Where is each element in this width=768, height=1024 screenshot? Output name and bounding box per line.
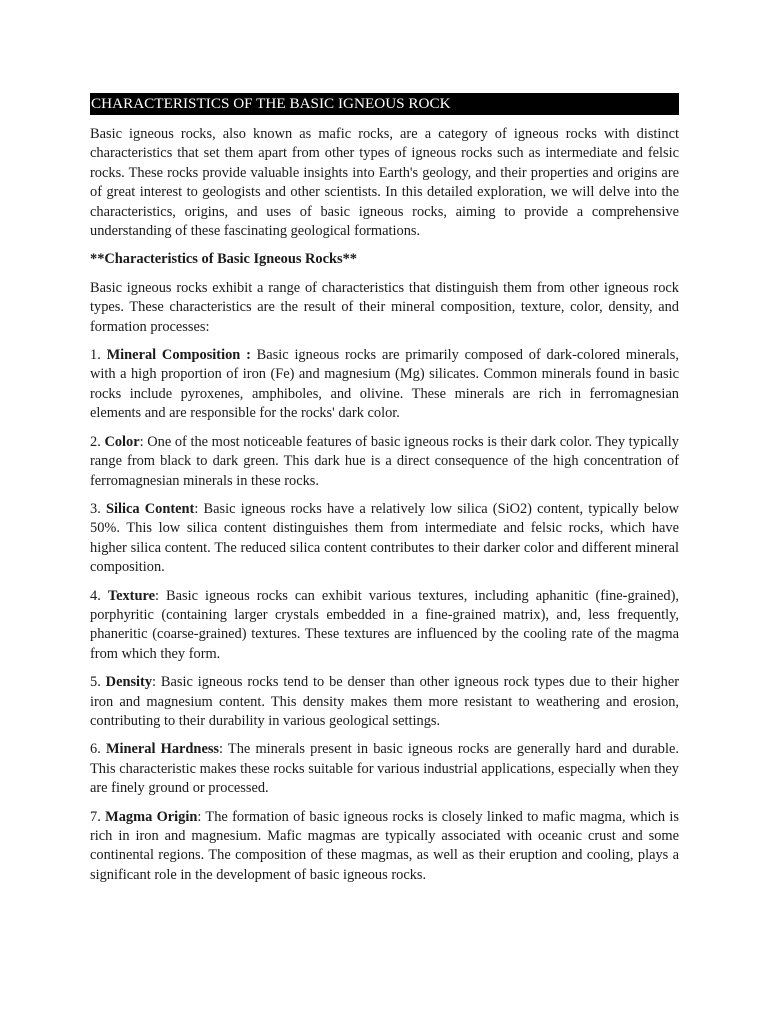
item-text: : The formation of basic igneous rocks is closely linked to mafic magma, which is rich in iron and magnesium. Mafic magmas are typically associated with oceanic crust and some continental regions. The composition of these magmas, as well as their eruption and cooling, plays a significant role in the development of basic igneous rocks. xyxy=(90,808,679,883)
characteristic-item xyxy=(90,740,679,798)
item-number: 7. xyxy=(90,808,101,825)
item-term: Mineral Composition : xyxy=(106,347,251,364)
item-text: : One of the most noticeable features of basic igneous rocks is their dark color. They typically range from black to dark green. This dark hue is a direct consequence of the high concentration of ferromagnesian minerals in these rocks. xyxy=(90,433,679,489)
item-text: : Basic igneous rocks have a relatively low silica (SiO2) content, typically below 50%. This low silica content distinguishes them from intermediate and felsic rocks, which have higher silica content. The reduced silica content contributes to their darker color and different mineral composition. xyxy=(90,500,680,576)
item-term: Magma Origin xyxy=(105,808,198,825)
item-number: 1. xyxy=(90,347,101,364)
item-term: Mineral Hardness xyxy=(105,741,220,758)
item-term: Density xyxy=(105,674,153,691)
section-intro-paragraph: Basic igneous rocks exhibit a range of characteristics that distinguish them from other igneous rock types. These characteristics are the result of their mineral composition, texture, color, density, and formation processes: xyxy=(90,279,679,335)
item-text: : The minerals present in basic igneous rocks are generally hard and durable. This characteristic makes these rocks suitable for various industrial applications, especially when they are finely ground or processed. xyxy=(90,741,679,797)
item-number: 5. xyxy=(90,674,101,691)
item-text: : Basic igneous rocks can exhibit various textures, including aphanitic (fine-grained), porphyritic (containing larger crystals embedded in a fine-grained matrix), and, less frequently, phaneritic (coarse-grained) textures. These textures are influenced by the cooling rate of the magma from which they form. xyxy=(90,587,679,662)
characteristic-item xyxy=(90,673,679,731)
intro-paragraph: Basic igneous rocks, also known as mafic rocks, are a category of igneous rocks with distinct characteristics that set them apart from other types of igneous rocks such as intermediate and felsic rocks. These rocks provide valuable insights into Earth's geology, and their properties and origins are of great interest to geologists and other scientists. In this detailed exploration, we will delve into the characteristics, origins, and uses of basic igneous rocks, aiming to provide a comprehensive understanding of these fascinating geological formations. xyxy=(90,126,679,240)
item-term: Color xyxy=(104,433,140,450)
item-text: : Basic igneous rocks tend to be denser than other igneous rock types due to their higher iron and magnesium content. This density makes them more resistant to weathering and erosion, contributing to their durability in various geological settings. xyxy=(90,674,679,729)
characteristic-item xyxy=(90,433,679,491)
characteristic-item xyxy=(90,587,679,665)
item-number: 4. xyxy=(90,587,101,604)
characteristic-item xyxy=(90,500,679,578)
item-number: 3. xyxy=(90,500,101,517)
section-heading: **Characteristics of Basic Igneous Rocks** xyxy=(90,251,358,268)
title-bar xyxy=(90,93,679,115)
item-number: 2. xyxy=(90,433,101,450)
item-term: Texture xyxy=(107,587,155,604)
characteristic-item xyxy=(90,346,679,424)
item-term: Silica Content xyxy=(106,500,195,517)
characteristic-item xyxy=(90,808,679,886)
item-text: Basic igneous rocks are primarily composed of dark-colored minerals, with a high proportion of iron (Fe) and magnesium (Mg) silicates. Common minerals found in basic rocks include pyroxenes, amphiboles, and olivine. These minerals are rich in ferromagnesian elements and are responsible for the rocks' dark color. xyxy=(90,347,680,422)
document-title: CHARACTERISTICS OF THE BASIC IGNEOUS ROCK xyxy=(91,95,451,112)
item-number: 6. xyxy=(90,741,101,758)
